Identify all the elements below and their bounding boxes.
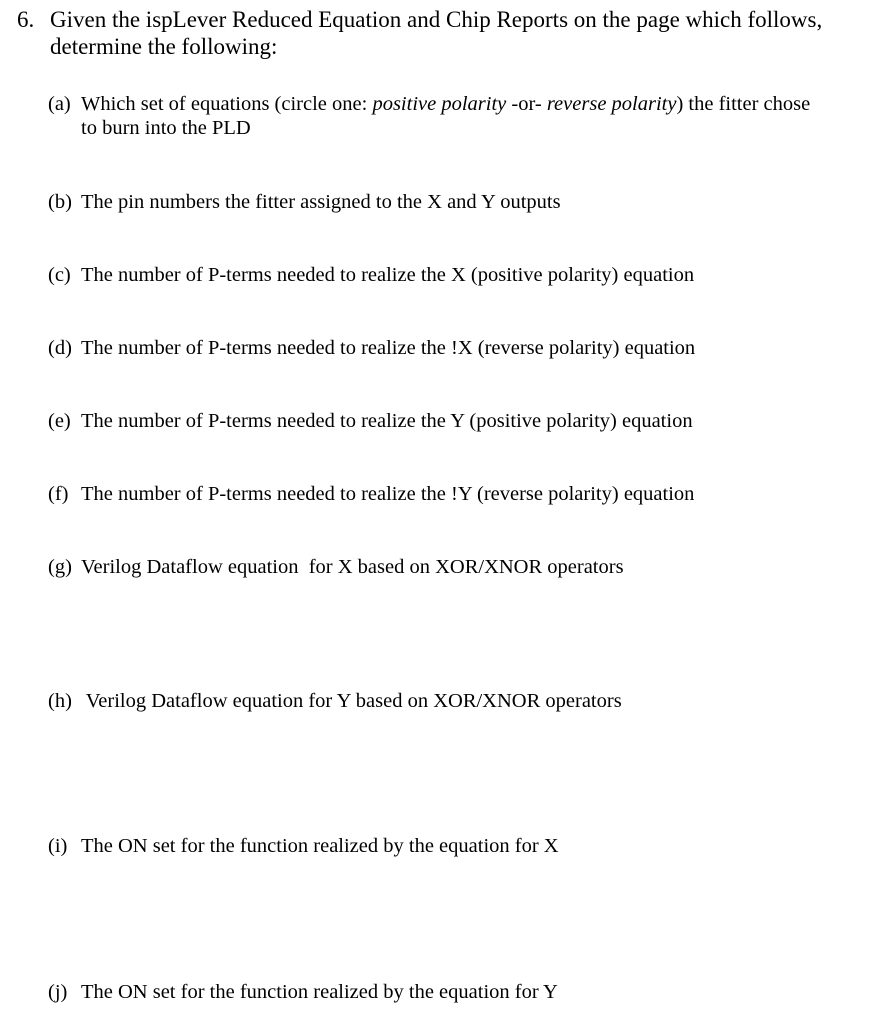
part-label: (j) bbox=[48, 981, 68, 1003]
part-text: The pin numbers the fitter assigned to the X and Y outputs bbox=[81, 191, 561, 213]
part-text: The ON set for the function realized by the equation for X bbox=[81, 835, 559, 857]
part-c bbox=[48, 263, 883, 287]
question-number: 6. bbox=[17, 7, 35, 32]
part-e bbox=[48, 409, 883, 433]
part-label: (b) bbox=[48, 191, 72, 213]
part-j bbox=[48, 980, 883, 1004]
part-label: (d) bbox=[48, 337, 72, 359]
part-a-continuation: to burn into the PLD bbox=[81, 117, 251, 139]
part-text: Verilog Dataflow equation for X based on XOR/XNOR operators bbox=[81, 556, 624, 578]
option-separator: -or- bbox=[506, 93, 547, 115]
part-label: (c) bbox=[48, 264, 71, 286]
part-text: Verilog Dataflow equation for Y based on XOR/XNOR operators bbox=[81, 690, 622, 712]
part-label: (a) bbox=[48, 93, 71, 115]
part-text: The number of P-terms needed to realize the Y (positive polarity) equation bbox=[81, 410, 693, 432]
part-b bbox=[48, 190, 883, 214]
part-a-text-before: Which set of equations (circle one: bbox=[81, 93, 373, 115]
part-a bbox=[48, 92, 883, 140]
part-a-text-after: ) the fitter chose bbox=[676, 93, 811, 115]
option-positive-polarity: positive polarity bbox=[372, 93, 507, 115]
part-text: The ON set for the function realized by the equation for Y bbox=[81, 981, 558, 1003]
part-f bbox=[48, 482, 883, 506]
part-label: (f) bbox=[48, 483, 69, 505]
part-label: (h) bbox=[48, 690, 72, 712]
part-text: The number of P-terms needed to realize the !X (reverse polarity) equation bbox=[81, 337, 696, 359]
part-h bbox=[48, 689, 883, 713]
part-d bbox=[48, 336, 883, 360]
question-text: Given the ispLever Reduced Equation and Chip Reports on the page which follows, determine the following: bbox=[50, 7, 823, 59]
part-label: (i) bbox=[48, 835, 68, 857]
part-g bbox=[48, 555, 883, 579]
part-label: (g) bbox=[48, 556, 72, 578]
part-label: (e) bbox=[48, 410, 71, 432]
option-reverse-polarity: reverse polarity bbox=[546, 93, 677, 115]
question-heading bbox=[17, 6, 881, 60]
part-text: The number of P-terms needed to realize the X (positive polarity) equation bbox=[81, 264, 695, 286]
part-i bbox=[48, 834, 883, 858]
part-text: The number of P-terms needed to realize the !Y (reverse polarity) equation bbox=[81, 483, 695, 505]
